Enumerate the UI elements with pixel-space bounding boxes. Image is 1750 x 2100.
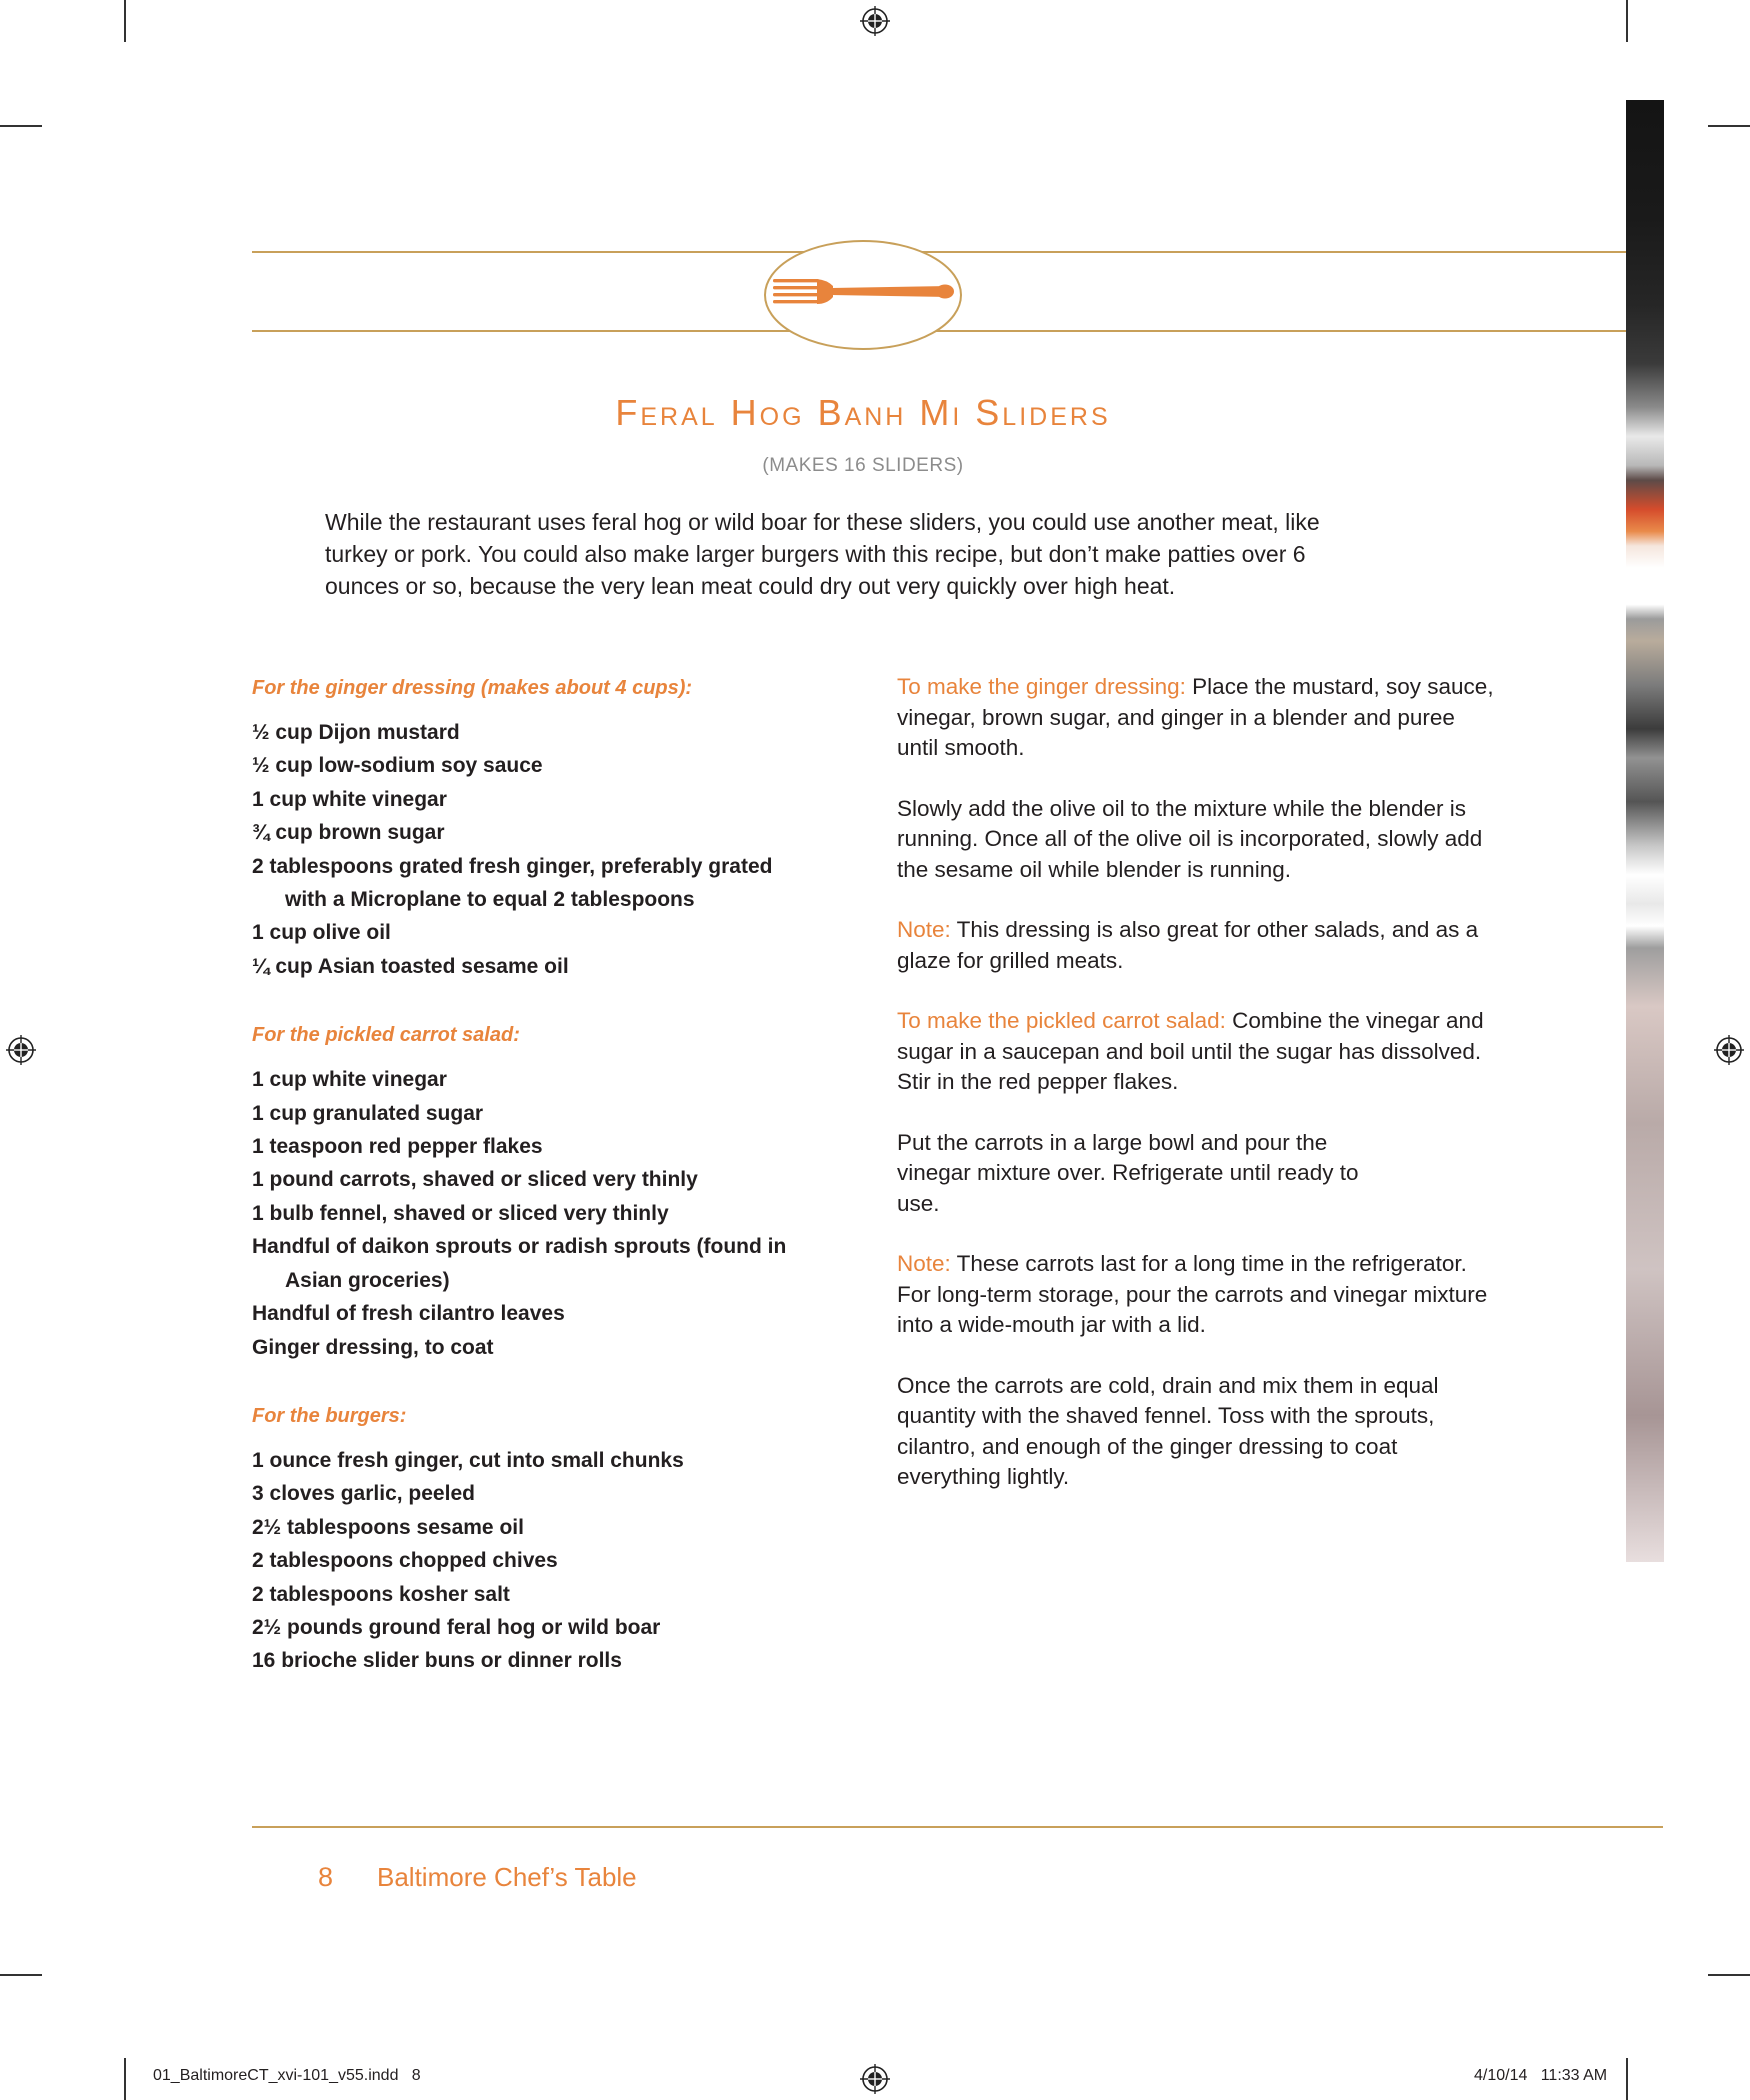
crop-mark [124, 0, 126, 42]
direction-text: Place the mustard, soy sauce, vinegar, brown sugar, and ginger in a blender and puree until smooth. [897, 674, 1494, 760]
crop-mark [1708, 1974, 1750, 1976]
registration-mark-icon [860, 2064, 890, 2094]
ingredients-column [252, 672, 812, 1678]
ingredient-item: 2½ pounds ground feral hog or wild boar [252, 1615, 661, 1639]
ingredient-list-dressing [252, 716, 812, 983]
direction-lead: To make the ginger dressing: [897, 674, 1186, 699]
ingredient-item: 1 ounce fresh ginger, cut into small chunks [252, 1448, 684, 1472]
slug-datetime: 4/10/14 11:33 AM [1474, 2067, 1608, 2084]
recipe-title: Feral Hog Banh Mi Sliders [615, 392, 1111, 433]
ingredient-item: Handful of fresh cilantro leaves [252, 1302, 565, 1326]
ingredient-item: ½ cup low-sodium soy sauce [252, 754, 543, 778]
direction-lead: To make the pickled carrot salad: [897, 1008, 1226, 1033]
crop-mark [0, 1974, 42, 1976]
direction-paragraph [897, 1371, 1497, 1493]
ingredient-item: 1 cup granulated sugar [252, 1101, 484, 1125]
registration-mark-icon [1714, 1035, 1744, 1065]
ingredient-item: ¾ cup brown sugar [252, 821, 445, 845]
ingredient-item: 2 tablespoons chopped chives [252, 1549, 558, 1573]
ingredient-item: 1 pound carrots, shaved or sliced very thinly [252, 1168, 698, 1192]
ingredient-list-burgers [252, 1444, 812, 1678]
direction-lead: Note: [897, 917, 951, 942]
direction-paragraph [897, 1249, 1497, 1341]
crop-mark [124, 2058, 126, 2100]
crop-mark [1626, 2058, 1628, 2100]
direction-paragraph [897, 1006, 1497, 1098]
ingredient-item: Ginger dressing, to coat [252, 1335, 494, 1359]
direction-text: Put the carrots in a large bowl and pour the vinegar mixture over. Refrigerate until ready to use. [897, 1129, 1359, 1216]
direction-text: These carrots last for a long time in the refrigerator. For long-term storage, pour the carrots and vinegar mixture into a wide-mouth jar with a lid. [897, 1251, 1488, 1337]
direction-text: Slowly add the olive oil to the mixture while the blender is running. Once all of the olive oil is incorporated, slowly add the sesame oil while blender is running. [897, 795, 1483, 882]
ingredient-item: 1 teaspoon red pepper flakes [252, 1135, 543, 1159]
crop-mark [1626, 0, 1628, 42]
running-footer-title: Baltimore Chef’s Table [377, 1862, 637, 1892]
section-heading-dressing: For the ginger dressing (makes about 4 cups): [252, 677, 693, 699]
ingredient-item: 1 cup white vinegar [252, 1068, 447, 1092]
ingredient-item: ½ cup Dijon mustard [252, 721, 460, 744]
ingredient-item: ¼ cup Asian toasted sesame oil [252, 954, 569, 978]
direction-text: This dressing is also great for other salads, and as a glaze for grilled meats. [897, 917, 1479, 973]
page-number: 8 [318, 1862, 334, 1892]
direction-text: Combine the vinegar and sugar in a saucepan and boil until the sugar has dissolved. Stir in the red pepper flakes. [897, 1008, 1484, 1094]
ingredient-item: 2 tablespoons kosher salt [252, 1582, 510, 1606]
direction-lead: Note: [897, 1251, 951, 1276]
ingredient-item: 1 bulb fennel, shaved or sliced very thinly [252, 1201, 669, 1225]
section-heading-burgers: For the burgers: [252, 1404, 407, 1427]
direction-text: Once the carrots are cold, drain and mix them in equal quantity with the shaved fennel. Toss with the sprouts, cilantro, and enough of the ginger dressing to coat everything lightly. [897, 1372, 1439, 1489]
ingredient-item: 1 cup white vinegar [252, 787, 447, 811]
ingredient-item: 1 cup olive oil [252, 921, 391, 945]
footer-rule [252, 1826, 1663, 1828]
registration-mark-icon [860, 6, 890, 36]
registration-mark-icon [6, 1035, 36, 1065]
directions-column [897, 672, 1497, 1523]
ingredient-item: 16 brioche slider buns or dinner rolls [252, 1649, 622, 1673]
direction-paragraph [897, 672, 1497, 764]
slug-filename: 01_BaltimoreCT_xvi-101_v55.indd 8 [153, 2067, 421, 2084]
ingredient-item: 2 tablespoons grated fresh ginger, preferably grated with a Microplane to equal 2 tablespoons [252, 854, 773, 912]
ingredient-item: 3 cloves garlic, peeled [252, 1482, 475, 1506]
fork-icon [763, 239, 963, 351]
section-heading-salad: For the pickled carrot salad: [252, 1024, 520, 1047]
ingredient-item: Handful of daikon sprouts or radish sprouts (found in Asian groceries) [252, 1235, 787, 1292]
crop-mark [1708, 125, 1750, 127]
recipe-intro: While the restaurant uses feral hog or wild boar for these sliders, you could use another meat, like turkey or pork. You could also make larger burgers with this recipe, but don’t make patties over 6 ounces or so, because the very lean meat could dry out very quickly over high heat. [325, 509, 1320, 599]
direction-paragraph [897, 915, 1497, 976]
photo-strip [1626, 100, 1664, 1562]
ingredient-item: 2½ tablespoons sesame oil [252, 1515, 524, 1539]
direction-paragraph [897, 1128, 1407, 1220]
crop-mark [0, 125, 42, 127]
direction-paragraph [897, 794, 1497, 886]
recipe-yield: (MAKES 16 SLIDERS) [762, 455, 964, 476]
ingredient-list-salad [252, 1063, 812, 1364]
